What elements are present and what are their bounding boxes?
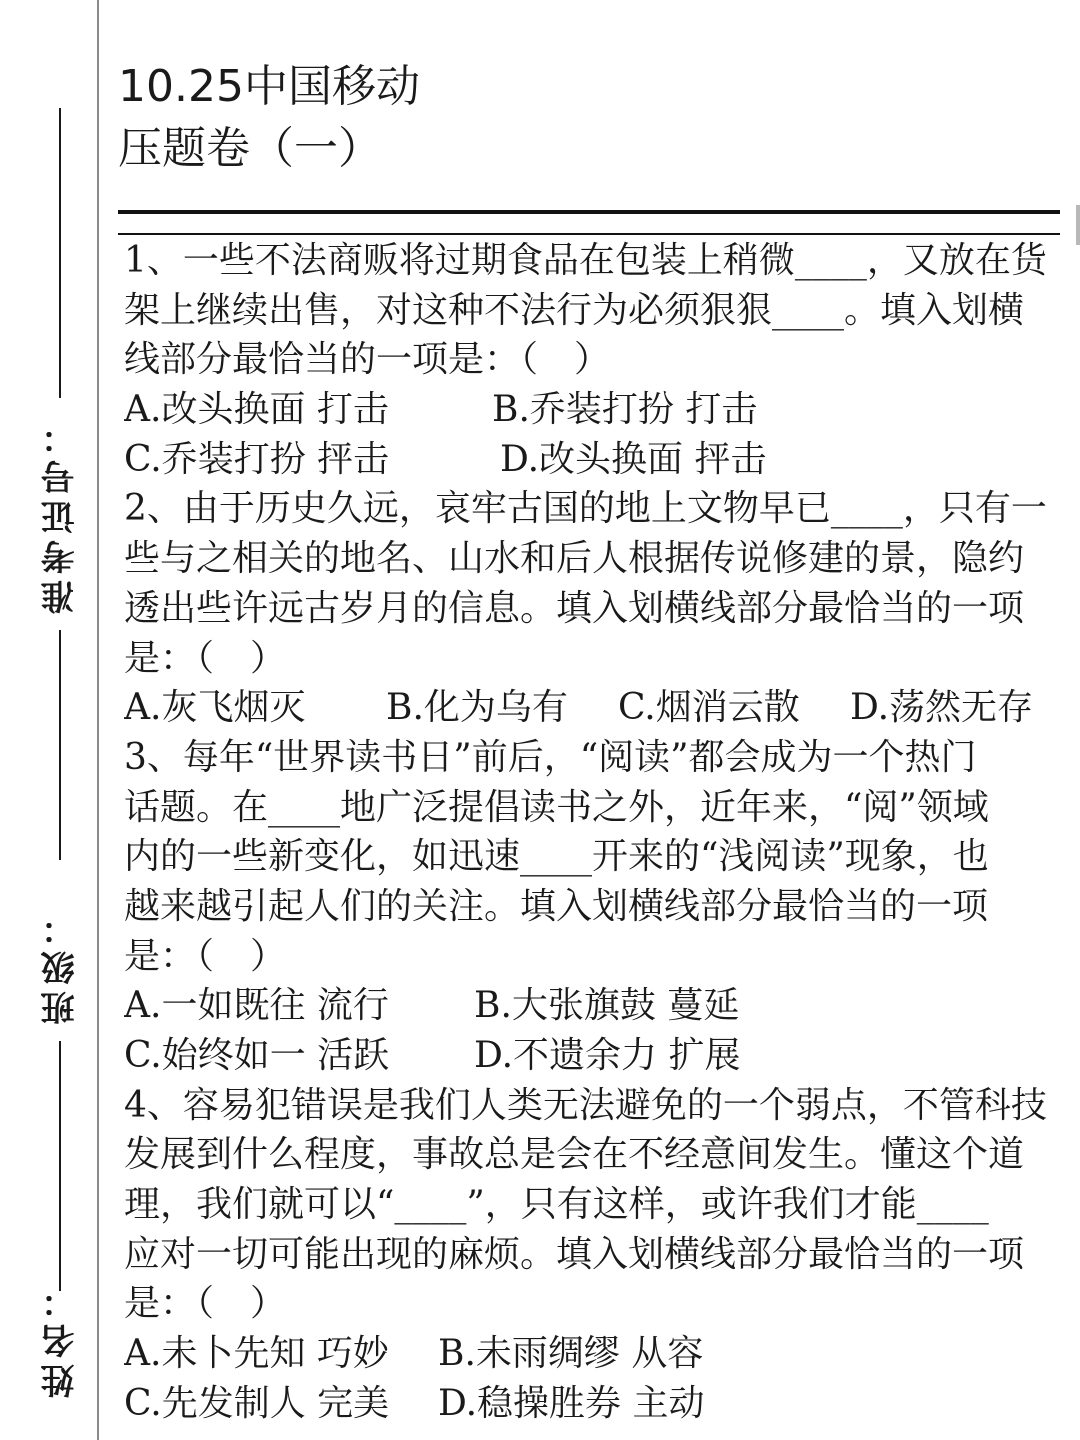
option-a: A.一如既往 流行 [124, 985, 389, 1027]
option-b: B.化为乌有 [386, 687, 568, 729]
question-1 [124, 236, 1054, 484]
option-a: A.未卜先知 巧妙 [124, 1333, 389, 1375]
option-c: C.乔装打扮 抨击 [124, 438, 390, 480]
name-label: 姓名： [40, 1278, 81, 1398]
edge-mark [1076, 205, 1080, 245]
question-text-line: 内的一些新变化，如迅速____开来的“浅阅读”现象，也 [124, 836, 989, 878]
question-text-line: 发展到什么程度，事故总是会在不经意间发生。懂这个道 [124, 1134, 1025, 1176]
option-d: D.不遗余力 扩展 [474, 1035, 741, 1076]
question-text-line: 1、一些不法商贩将过期食品在包装上稍微____，又放在货 [124, 240, 1047, 281]
title-line-1: 10.25中国移动 [118, 61, 420, 112]
question-text-line: 些与之相关的地名、山水和后人根据传说修建的景，隐约 [124, 538, 1025, 580]
question-text-line: 是：（ ） [124, 935, 287, 977]
side-field-exam-id [30, 108, 90, 860]
question-text-line: 话题。在____地广泛提倡读书之外，近年来，“阅”领域 [124, 786, 989, 828]
title-line-2: 压题卷（一） [118, 123, 382, 174]
option-d: D.改头换面 抨击 [500, 438, 767, 480]
option-b: B.未雨绸缪 从容 [438, 1333, 704, 1375]
question-text-line: 4、容易犯错误是我们人类无法避免的一个弱点，不管科技 [124, 1084, 1047, 1126]
question-text-line: 越来越引起人们的关注。填入划横线部分最恰当的一项 [124, 885, 989, 927]
option-row [124, 1379, 1054, 1429]
option-row [124, 981, 1054, 1031]
class-label: 班级： [40, 905, 81, 1025]
option-a: A.改头换面 打击 [124, 389, 389, 431]
question-3 [124, 733, 1054, 1081]
option-c: C.先发制人 完美 [124, 1382, 390, 1424]
option-row [124, 683, 1054, 733]
document-title [118, 56, 420, 180]
option-b: B.乔装打扮 打击 [492, 389, 758, 431]
header-rule-thick [118, 210, 1060, 214]
option-row [124, 385, 1054, 435]
question-list [124, 236, 1054, 1429]
question-2 [124, 484, 1054, 732]
option-row [124, 435, 1054, 485]
question-text-line: 是：（ ） [124, 1283, 287, 1325]
option-b: B.大张旗鼓 蔓延 [474, 985, 740, 1027]
question-text-line: 是：（ ） [124, 637, 287, 679]
option-row [124, 1031, 1054, 1081]
exam-id-label: 准考证号： [40, 414, 81, 614]
side-field-name [30, 1278, 90, 1398]
option-a: A.灰飞烟灭 [124, 687, 306, 729]
question-text-line: 透出些许远古岁月的信息。填入划横线部分最恰当的一项 [124, 587, 1025, 629]
header-rule-thin [118, 233, 1060, 235]
option-c: C.始终如一 活跃 [124, 1035, 390, 1076]
question-text-line: 2、由于历史久远，哀牢古国的地上文物早已____，只有一 [124, 488, 1047, 530]
side-field-class [30, 905, 90, 1291]
class-underline [59, 1041, 61, 1291]
binding-margin-line [97, 0, 99, 1440]
question-4 [124, 1081, 1054, 1429]
question-text-line: 线部分最恰当的一项是：（ ） [124, 339, 611, 381]
question-text-line: 架上继续出售，对这种不法行为必须狠狠____。填入划横 [124, 289, 1025, 331]
exam-id-underline-2 [59, 630, 61, 860]
question-text-line: 3、每年“世界读书日”前后，“阅读”都会成为一个热门 [124, 736, 977, 778]
question-text-line: 理，我们就可以“____”，只有这样，或许我们才能____ [124, 1184, 989, 1226]
question-text-line: 应对一切可能出现的麻烦。填入划横线部分最恰当的一项 [124, 1233, 1025, 1275]
option-d: D.荡然无存 [850, 687, 1034, 729]
option-c: C.烟消云散 [618, 687, 800, 729]
option-row [124, 1329, 1054, 1379]
option-d: D.稳操胜券 主动 [438, 1382, 705, 1424]
exam-id-underline [59, 108, 61, 398]
